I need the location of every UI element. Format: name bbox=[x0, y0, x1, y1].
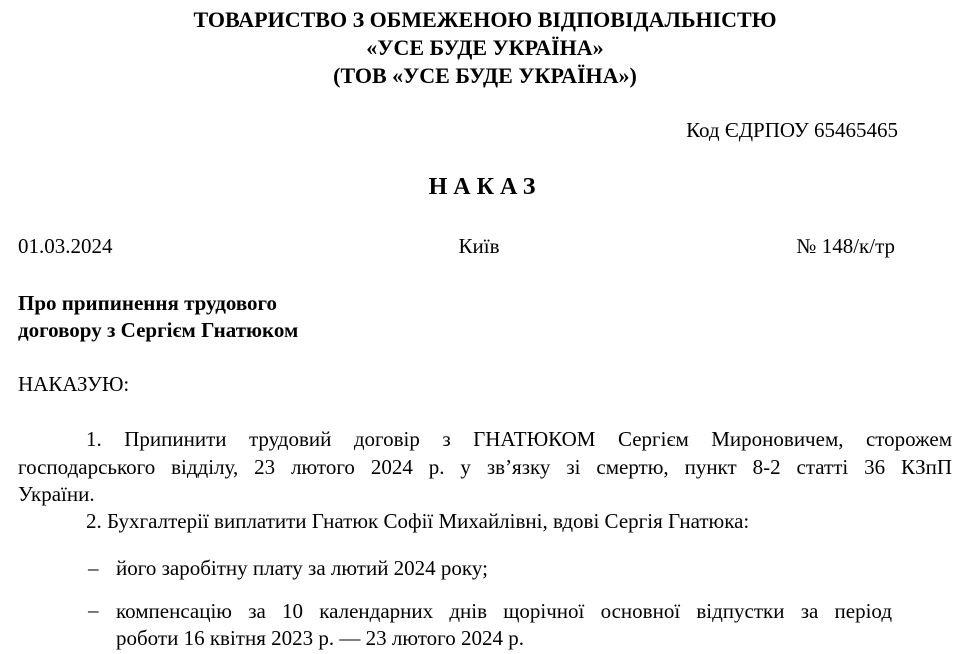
order-command: НАКАЗУЮ: bbox=[18, 372, 130, 396]
order-item-2: 2. Бухгалтерії виплатити Гнатюк Софії Михайлівні, вдові Сергія Гнатюка: bbox=[86, 509, 750, 533]
org-short-name: (ТОВ «УСЕ БУДЕ УКРАЇНА») bbox=[333, 63, 637, 88]
order-number: № 148/к/тр bbox=[796, 234, 895, 258]
bullet-item-salary: його заробітну плату за лютий 2024 року; bbox=[116, 556, 488, 580]
org-name-line2: «УСЕ БУДЕ УКРАЇНА» bbox=[366, 35, 604, 60]
order-date: 01.03.2024 bbox=[18, 234, 113, 258]
order-item-1-line2: господарського відділу, 23 лютого 2024 р. у зв’язку зі смертю, пункт 8-2 статті 36 КЗпП bbox=[18, 454, 952, 479]
order-item-1-line3: України. bbox=[18, 482, 95, 506]
order-subject-line1: Про припинення трудового bbox=[18, 291, 278, 315]
order-item-1-line1: 1. Припинити трудовий договір з ГНАТЮКОМ Сергієм Мироновичем, сторожем bbox=[86, 427, 952, 451]
org-name-line1: ТОВАРИСТВО З ОБМЕЖЕНОЮ ВІДПОВІДАЛЬНІСТЮ bbox=[193, 7, 777, 32]
edrpou-code: Код ЄДРПОУ 65465465 bbox=[686, 118, 898, 142]
bullet-dash: – bbox=[88, 598, 99, 622]
order-subject bbox=[18, 290, 298, 344]
order-city: Київ bbox=[458, 234, 500, 258]
bullet-dash: – bbox=[88, 556, 99, 580]
document-title bbox=[0, 174, 970, 201]
bullet-item-compensation-line2: роботи 16 квітня 2023 р. — 23 лютого 2024 р. bbox=[116, 626, 524, 650]
document-title-text: НАКАЗ bbox=[428, 174, 542, 200]
order-item-1 bbox=[18, 426, 952, 509]
bullet-item-compensation bbox=[116, 598, 892, 652]
order-subject-line2: договору з Сергієм Гнатюком bbox=[18, 318, 299, 342]
bullet-item-compensation-line1: компенсацію за 10 календарних днів щорічної основної відпустки за період bbox=[116, 599, 892, 623]
